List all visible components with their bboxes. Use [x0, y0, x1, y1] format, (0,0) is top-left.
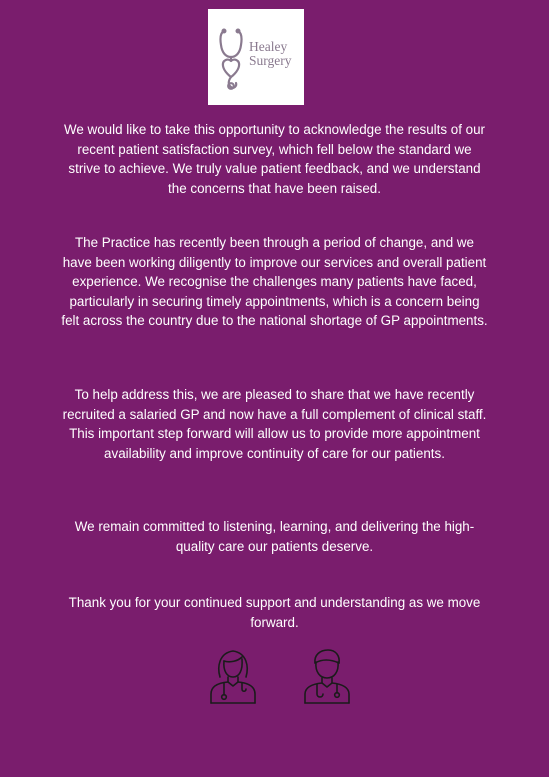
logo-line-1: Healey	[249, 39, 288, 54]
female-doctor-icon	[208, 647, 258, 705]
logo-line-2: Surgery	[249, 53, 292, 68]
paragraph-recruitment: To help address this, we are pleased to share that we have recently recruited a salaried GP and now have a full complement of clinical staff. This important step forward will allow us to provide more appointment availability and improve continuity of care for our patients.	[62, 387, 487, 461]
paragraph-commitment: We remain committed to listening, learning, and delivering the high-quality care our patients deserve.	[74, 519, 475, 554]
healey-surgery-logo	[208, 9, 304, 105]
male-doctor-icon	[302, 647, 352, 705]
paragraph-survey-acknowledgement: We would like to take this opportunity to acknowledge the results of our recent patient satisfaction survey, which fell below the standard we strive to achieve. We truly value patient feedback, and we understand the concerns that have been raised.	[63, 122, 486, 196]
paragraph-thank-you: Thank you for your continued support and understanding as we move forward.	[68, 595, 481, 630]
logo-wordmark	[249, 40, 292, 68]
paragraph-practice-change: The Practice has recently been through a period of change, and we have been working diligently to improve our services and overall patient experience. We recognise the challenges many patients have faced, particularly in securing timely appointments, which is a concern being felt across the country due to the national shortage of GP appointments.	[61, 235, 488, 329]
stethoscope-heart-icon	[218, 27, 248, 91]
